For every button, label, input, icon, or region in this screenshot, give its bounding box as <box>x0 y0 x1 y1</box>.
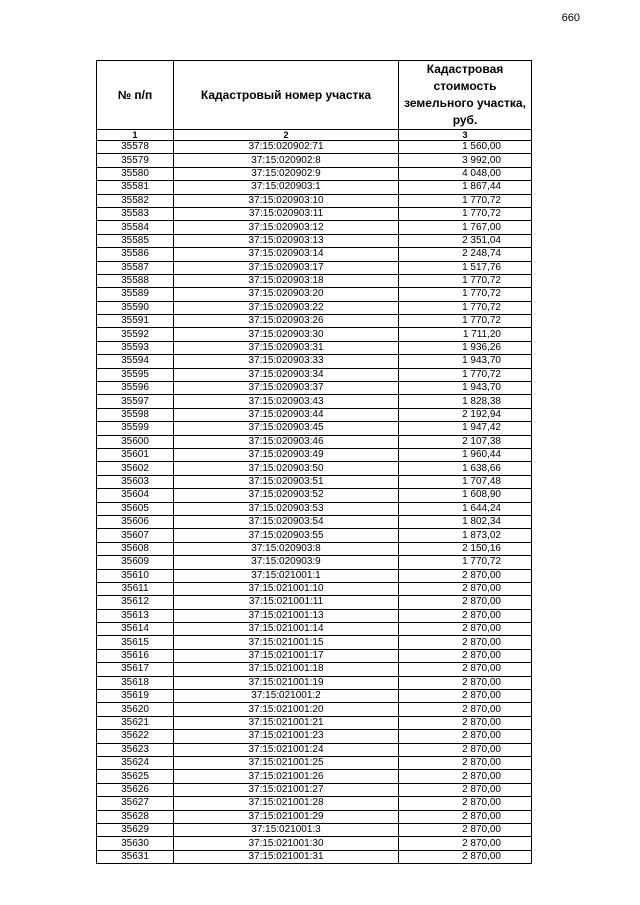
cadastral-number: 37:15:020903:45 <box>174 422 399 435</box>
table-row <box>97 609 532 622</box>
cadastral-value: 1 867,44 <box>399 181 532 194</box>
cadastral-number: 37:15:021001:26 <box>174 770 399 783</box>
row-number: 35624 <box>97 756 174 769</box>
cadastral-number: 37:15:020902:71 <box>174 141 399 154</box>
row-number: 35609 <box>97 556 174 569</box>
cadastral-number: 37:15:021001:19 <box>174 676 399 689</box>
table-body <box>97 141 532 864</box>
column-index-row <box>97 130 532 141</box>
cadastral-value-table <box>96 60 532 864</box>
table-row <box>97 194 532 207</box>
table-row <box>97 221 532 234</box>
cadastral-number: 37:15:020903:50 <box>174 462 399 475</box>
table-row <box>97 368 532 381</box>
cadastral-number: 37:15:020903:12 <box>174 221 399 234</box>
cadastral-number: 37:15:021001:2 <box>174 690 399 703</box>
table-row <box>97 515 532 528</box>
row-number: 35619 <box>97 690 174 703</box>
table-row <box>97 154 532 167</box>
row-number: 35596 <box>97 382 174 395</box>
cadastral-value: 2 870,00 <box>399 636 532 649</box>
row-number: 35616 <box>97 649 174 662</box>
row-number: 35581 <box>97 181 174 194</box>
row-number: 35585 <box>97 234 174 247</box>
row-number: 35600 <box>97 435 174 448</box>
row-number: 35579 <box>97 154 174 167</box>
row-number: 35580 <box>97 167 174 180</box>
cadastral-value: 2 351,04 <box>399 234 532 247</box>
table-row <box>97 582 532 595</box>
table-row <box>97 502 532 515</box>
table-row <box>97 408 532 421</box>
cadastral-number: 37:15:020903:33 <box>174 355 399 368</box>
row-number: 35626 <box>97 783 174 796</box>
row-number: 35584 <box>97 221 174 234</box>
row-number: 35627 <box>97 797 174 810</box>
row-number: 35620 <box>97 703 174 716</box>
cadastral-number: 37:15:020903:46 <box>174 435 399 448</box>
table-row <box>97 636 532 649</box>
cadastral-number: 37:15:021001:30 <box>174 837 399 850</box>
row-number: 35629 <box>97 823 174 836</box>
cadastral-value: 1 770,72 <box>399 274 532 287</box>
cadastral-number: 37:15:021001:29 <box>174 810 399 823</box>
cadastral-value: 2 192,94 <box>399 408 532 421</box>
table-row <box>97 395 532 408</box>
cadastral-value: 1 770,72 <box>399 288 532 301</box>
cadastral-number: 37:15:020903:10 <box>174 194 399 207</box>
row-number: 35607 <box>97 529 174 542</box>
cadastral-number: 37:15:020903:44 <box>174 408 399 421</box>
table-row <box>97 181 532 194</box>
cadastral-number: 37:15:021001:13 <box>174 609 399 622</box>
cadastral-value: 2 870,00 <box>399 810 532 823</box>
row-number: 35611 <box>97 582 174 595</box>
table-row <box>97 663 532 676</box>
cadastral-value: 4 048,00 <box>399 167 532 180</box>
table-row <box>97 489 532 502</box>
row-number: 35590 <box>97 301 174 314</box>
row-number: 35582 <box>97 194 174 207</box>
cadastral-number: 37:15:021001:21 <box>174 716 399 729</box>
cadastral-number: 37:15:020903:30 <box>174 328 399 341</box>
cadastral-number: 37:15:020903:53 <box>174 502 399 515</box>
cadastral-value: 2 870,00 <box>399 623 532 636</box>
cadastral-number: 37:15:021001:20 <box>174 703 399 716</box>
table-row <box>97 542 532 555</box>
row-number: 35588 <box>97 274 174 287</box>
row-number: 35610 <box>97 569 174 582</box>
cadastral-number: 37:15:020903:52 <box>174 489 399 502</box>
table-row <box>97 770 532 783</box>
cadastral-value: 2 870,00 <box>399 797 532 810</box>
table-row <box>97 341 532 354</box>
cadastral-number: 37:15:020902:9 <box>174 167 399 180</box>
table-row <box>97 569 532 582</box>
row-number: 35583 <box>97 207 174 220</box>
row-number: 35622 <box>97 730 174 743</box>
cadastral-value: 1 943,70 <box>399 382 532 395</box>
row-number: 35630 <box>97 837 174 850</box>
cadastral-value: 2 870,00 <box>399 663 532 676</box>
table-row <box>97 823 532 836</box>
cadastral-value: 1 873,02 <box>399 529 532 542</box>
row-number: 35586 <box>97 248 174 261</box>
cadastral-value: 3 992,00 <box>399 154 532 167</box>
cadastral-value: 2 870,00 <box>399 756 532 769</box>
column-index: 1 <box>97 130 174 141</box>
cadastral-number: 37:15:020903:9 <box>174 556 399 569</box>
cadastral-number: 37:15:020903:37 <box>174 382 399 395</box>
table-row <box>97 328 532 341</box>
row-number: 35599 <box>97 422 174 435</box>
table-row <box>97 475 532 488</box>
cadastral-number: 37:15:020903:31 <box>174 341 399 354</box>
cadastral-number: 37:15:020903:8 <box>174 542 399 555</box>
table-row <box>97 716 532 729</box>
row-number: 35592 <box>97 328 174 341</box>
table-row <box>97 810 532 823</box>
header-value <box>399 61 532 130</box>
header-value-line1: Кадастровая стоимость <box>426 62 504 93</box>
cadastral-value: 2 870,00 <box>399 730 532 743</box>
row-number: 35603 <box>97 475 174 488</box>
cadastral-number: 37:15:021001:23 <box>174 730 399 743</box>
cadastral-value: 1 947,42 <box>399 422 532 435</box>
cadastral-number: 37:15:021001:11 <box>174 596 399 609</box>
row-number: 35593 <box>97 341 174 354</box>
row-number: 35587 <box>97 261 174 274</box>
table-row <box>97 301 532 314</box>
cadastral-value: 1 770,72 <box>399 301 532 314</box>
cadastral-value: 2 870,00 <box>399 690 532 703</box>
cadastral-number: 37:15:020903:49 <box>174 448 399 461</box>
cadastral-value: 2 870,00 <box>399 649 532 662</box>
table-row <box>97 288 532 301</box>
row-number: 35631 <box>97 850 174 863</box>
row-number: 35597 <box>97 395 174 408</box>
cadastral-value: 1 767,00 <box>399 221 532 234</box>
cadastral-value: 1 943,70 <box>399 355 532 368</box>
cadastral-value: 2 870,00 <box>399 676 532 689</box>
cadastral-number: 37:15:021001:14 <box>174 623 399 636</box>
table-row <box>97 207 532 220</box>
cadastral-value: 2 870,00 <box>399 582 532 595</box>
cadastral-value: 1 936,26 <box>399 341 532 354</box>
cadastral-value: 2 870,00 <box>399 823 532 836</box>
cadastral-number: 37:15:021001:3 <box>174 823 399 836</box>
cadastral-number: 37:15:021001:18 <box>174 663 399 676</box>
cadastral-number: 37:15:020903:51 <box>174 475 399 488</box>
cadastral-value: 1 770,72 <box>399 194 532 207</box>
cadastral-number: 37:15:021001:17 <box>174 649 399 662</box>
table-row <box>97 623 532 636</box>
cadastral-value: 2 870,00 <box>399 569 532 582</box>
cadastral-number: 37:15:021001:1 <box>174 569 399 582</box>
table-row <box>97 462 532 475</box>
table-row <box>97 248 532 261</box>
row-number: 35595 <box>97 368 174 381</box>
cadastral-value: 2 870,00 <box>399 850 532 863</box>
table-row <box>97 141 532 154</box>
table-row <box>97 355 532 368</box>
table-row <box>97 850 532 863</box>
cadastral-value: 1 802,34 <box>399 515 532 528</box>
cadastral-value: 2 870,00 <box>399 716 532 729</box>
cadastral-value: 1 828,38 <box>399 395 532 408</box>
page-number: 660 <box>561 12 580 24</box>
cadastral-number: 37:15:020903:55 <box>174 529 399 542</box>
cadastral-number: 37:15:021001:24 <box>174 743 399 756</box>
table-row <box>97 435 532 448</box>
table-row <box>97 382 532 395</box>
row-number: 35578 <box>97 141 174 154</box>
row-number: 35623 <box>97 743 174 756</box>
row-number: 35617 <box>97 663 174 676</box>
table-row <box>97 783 532 796</box>
table-row <box>97 529 532 542</box>
table-row <box>97 596 532 609</box>
cadastral-number: 37:15:020903:54 <box>174 515 399 528</box>
cadastral-value: 1 770,72 <box>399 207 532 220</box>
row-number: 35612 <box>97 596 174 609</box>
cadastral-number: 37:15:021001:31 <box>174 850 399 863</box>
cadastral-number: 37:15:020903:13 <box>174 234 399 247</box>
cadastral-number: 37:15:020903:43 <box>174 395 399 408</box>
table-row <box>97 274 532 287</box>
cadastral-number: 37:15:021001:25 <box>174 756 399 769</box>
table-row <box>97 448 532 461</box>
cadastral-number: 37:15:020903:11 <box>174 207 399 220</box>
cadastral-value: 1 638,66 <box>399 462 532 475</box>
cadastral-value: 2 870,00 <box>399 783 532 796</box>
row-number: 35602 <box>97 462 174 475</box>
cadastral-value: 1 644,24 <box>399 502 532 515</box>
cadastral-value: 1 608,90 <box>399 489 532 502</box>
row-number: 35605 <box>97 502 174 515</box>
cadastral-value: 1 770,72 <box>399 368 532 381</box>
cadastral-value: 2 248,74 <box>399 248 532 261</box>
row-number: 35628 <box>97 810 174 823</box>
header-cadastral: Кадастровый номер участка <box>174 61 399 130</box>
cadastral-number: 37:15:021001:10 <box>174 582 399 595</box>
cadastral-number: 37:15:021001:28 <box>174 797 399 810</box>
row-number: 35614 <box>97 623 174 636</box>
table-header-row <box>97 61 532 130</box>
table-row <box>97 649 532 662</box>
table-row <box>97 422 532 435</box>
table-row <box>97 315 532 328</box>
row-number: 35615 <box>97 636 174 649</box>
cadastral-value: 2 870,00 <box>399 609 532 622</box>
row-number: 35625 <box>97 770 174 783</box>
cadastral-value: 1 707,48 <box>399 475 532 488</box>
table-row <box>97 261 532 274</box>
cadastral-number: 37:15:020903:20 <box>174 288 399 301</box>
row-number: 35589 <box>97 288 174 301</box>
cadastral-number: 37:15:020902:8 <box>174 154 399 167</box>
cadastral-value: 2 107,38 <box>399 435 532 448</box>
table-row <box>97 730 532 743</box>
row-number: 35601 <box>97 448 174 461</box>
cadastral-number: 37:15:020903:26 <box>174 315 399 328</box>
cadastral-number: 37:15:020903:17 <box>174 261 399 274</box>
table-row <box>97 797 532 810</box>
cadastral-value: 1 517,76 <box>399 261 532 274</box>
cadastral-number: 37:15:020903:1 <box>174 181 399 194</box>
cadastral-number: 37:15:020903:22 <box>174 301 399 314</box>
row-number: 35604 <box>97 489 174 502</box>
cadastral-value: 1 711,20 <box>399 328 532 341</box>
cadastral-value: 2 870,00 <box>399 770 532 783</box>
table-row <box>97 676 532 689</box>
header-value-line2: земельного участка, руб. <box>404 96 526 127</box>
cadastral-value: 2 870,00 <box>399 743 532 756</box>
cadastral-value: 1 770,72 <box>399 315 532 328</box>
table-row <box>97 167 532 180</box>
table-row <box>97 703 532 716</box>
row-number: 35621 <box>97 716 174 729</box>
table-row <box>97 234 532 247</box>
cadastral-value: 1 770,72 <box>399 556 532 569</box>
table-row <box>97 743 532 756</box>
cadastral-value: 2 870,00 <box>399 596 532 609</box>
table-row <box>97 837 532 850</box>
table-row <box>97 556 532 569</box>
cadastral-number: 37:15:021001:27 <box>174 783 399 796</box>
cadastral-value: 2 870,00 <box>399 837 532 850</box>
column-index: 3 <box>399 130 532 141</box>
table-row <box>97 756 532 769</box>
cadastral-value: 1 560,00 <box>399 141 532 154</box>
row-number: 35608 <box>97 542 174 555</box>
cadastral-number: 37:15:020903:14 <box>174 248 399 261</box>
cadastral-number: 37:15:020903:34 <box>174 368 399 381</box>
table-row <box>97 690 532 703</box>
row-number: 35594 <box>97 355 174 368</box>
cadastral-value: 2 150,16 <box>399 542 532 555</box>
cadastral-value: 2 870,00 <box>399 703 532 716</box>
cadastral-number: 37:15:021001:15 <box>174 636 399 649</box>
row-number: 35591 <box>97 315 174 328</box>
column-index: 2 <box>174 130 399 141</box>
row-number: 35598 <box>97 408 174 421</box>
cadastral-number: 37:15:020903:18 <box>174 274 399 287</box>
cadastral-value: 1 960,44 <box>399 448 532 461</box>
row-number: 35606 <box>97 515 174 528</box>
header-num: № п/п <box>97 61 174 130</box>
row-number: 35613 <box>97 609 174 622</box>
row-number: 35618 <box>97 676 174 689</box>
